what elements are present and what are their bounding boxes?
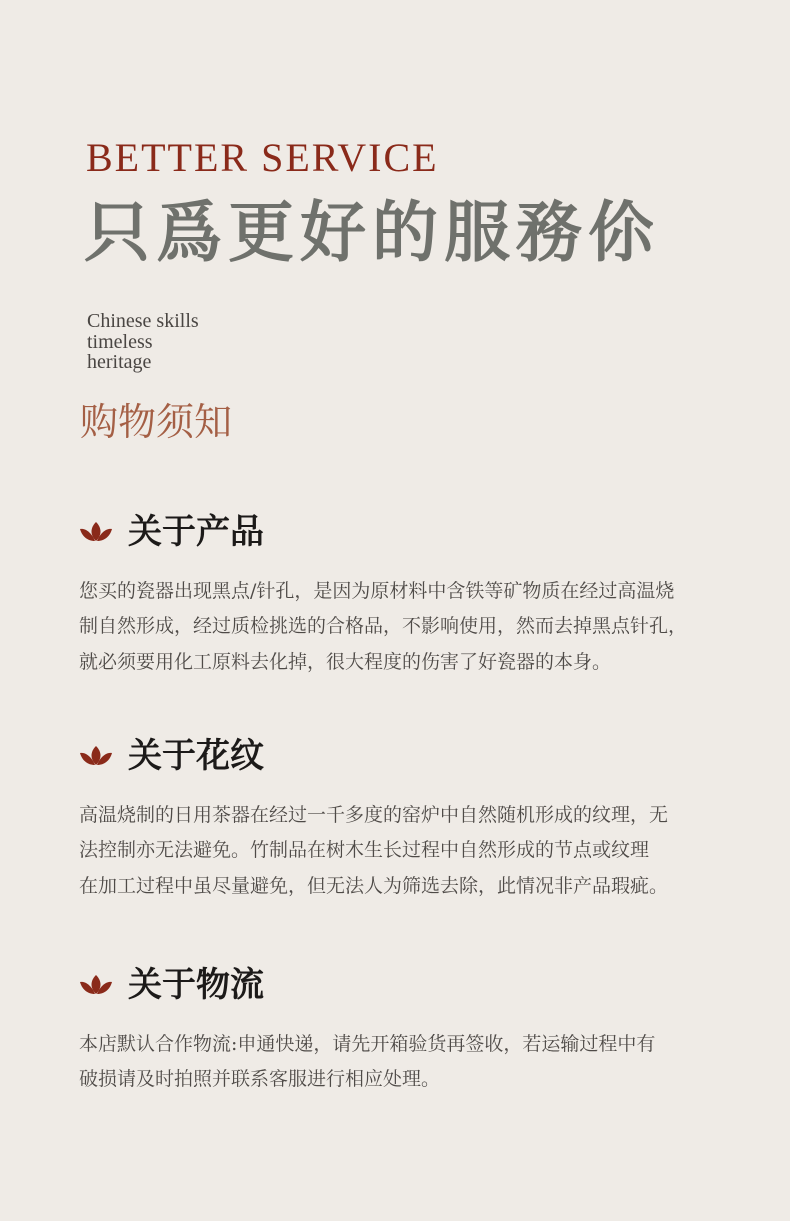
tagline-line: heritage (87, 351, 152, 373)
section-header (79, 734, 719, 778)
tagline (87, 311, 199, 373)
section-title: 关于产品 (128, 512, 264, 552)
section-body (79, 574, 719, 680)
tagline-line: Chinese skills (87, 310, 199, 332)
tagline-line: timeless (87, 330, 153, 353)
body-line: 破损请及时拍照并联系客服进行相应处理。 (79, 1068, 441, 1091)
section-header (79, 963, 719, 1007)
section-body (79, 1027, 719, 1098)
section-about-pattern (79, 734, 719, 904)
body-line: 就必须要用化工原料去化掉，很大程度的伤害了好瓷器的本身。 (79, 650, 612, 673)
header-english-title: BETTER SERVICE (86, 135, 439, 180)
shopping-notice-title: 购物须知 (80, 400, 233, 444)
lotus-icon (79, 744, 113, 768)
header-chinese-title: 只爲更好的服務伱 (84, 193, 660, 271)
section-header (79, 510, 719, 554)
body-line: 本店默认合作物流:申通快递，请先开箱验货再签收，若运输过程中有 (79, 1033, 656, 1055)
section-title: 关于物流 (128, 965, 264, 1005)
section-body (79, 798, 719, 904)
body-line: 法控制亦无法避免。竹制品在树木生长过程中自然形成的节点或纹理 (79, 839, 650, 862)
section-title: 关于花纹 (128, 736, 264, 776)
section-about-product (79, 510, 719, 680)
body-line: 制自然形成，经过质检挑选的合格品，不影响使用，然而去掉黑点针孔， (79, 615, 688, 638)
lotus-icon (79, 973, 113, 997)
body-line: 您买的瓷器出现黑点/针孔，是因为原材料中含铁等矿物质在经过高温烧 (79, 580, 675, 602)
body-line: 在加工过程中虽尽量避免，但无法人为筛选去除，此情况非产品瑕疵。 (79, 874, 669, 897)
section-about-logistics (79, 963, 719, 1098)
body-line: 高温烧制的日用茶器在经过一千多度的窑炉中自然随机形成的纹理，无 (79, 804, 669, 826)
lotus-icon (79, 520, 113, 544)
